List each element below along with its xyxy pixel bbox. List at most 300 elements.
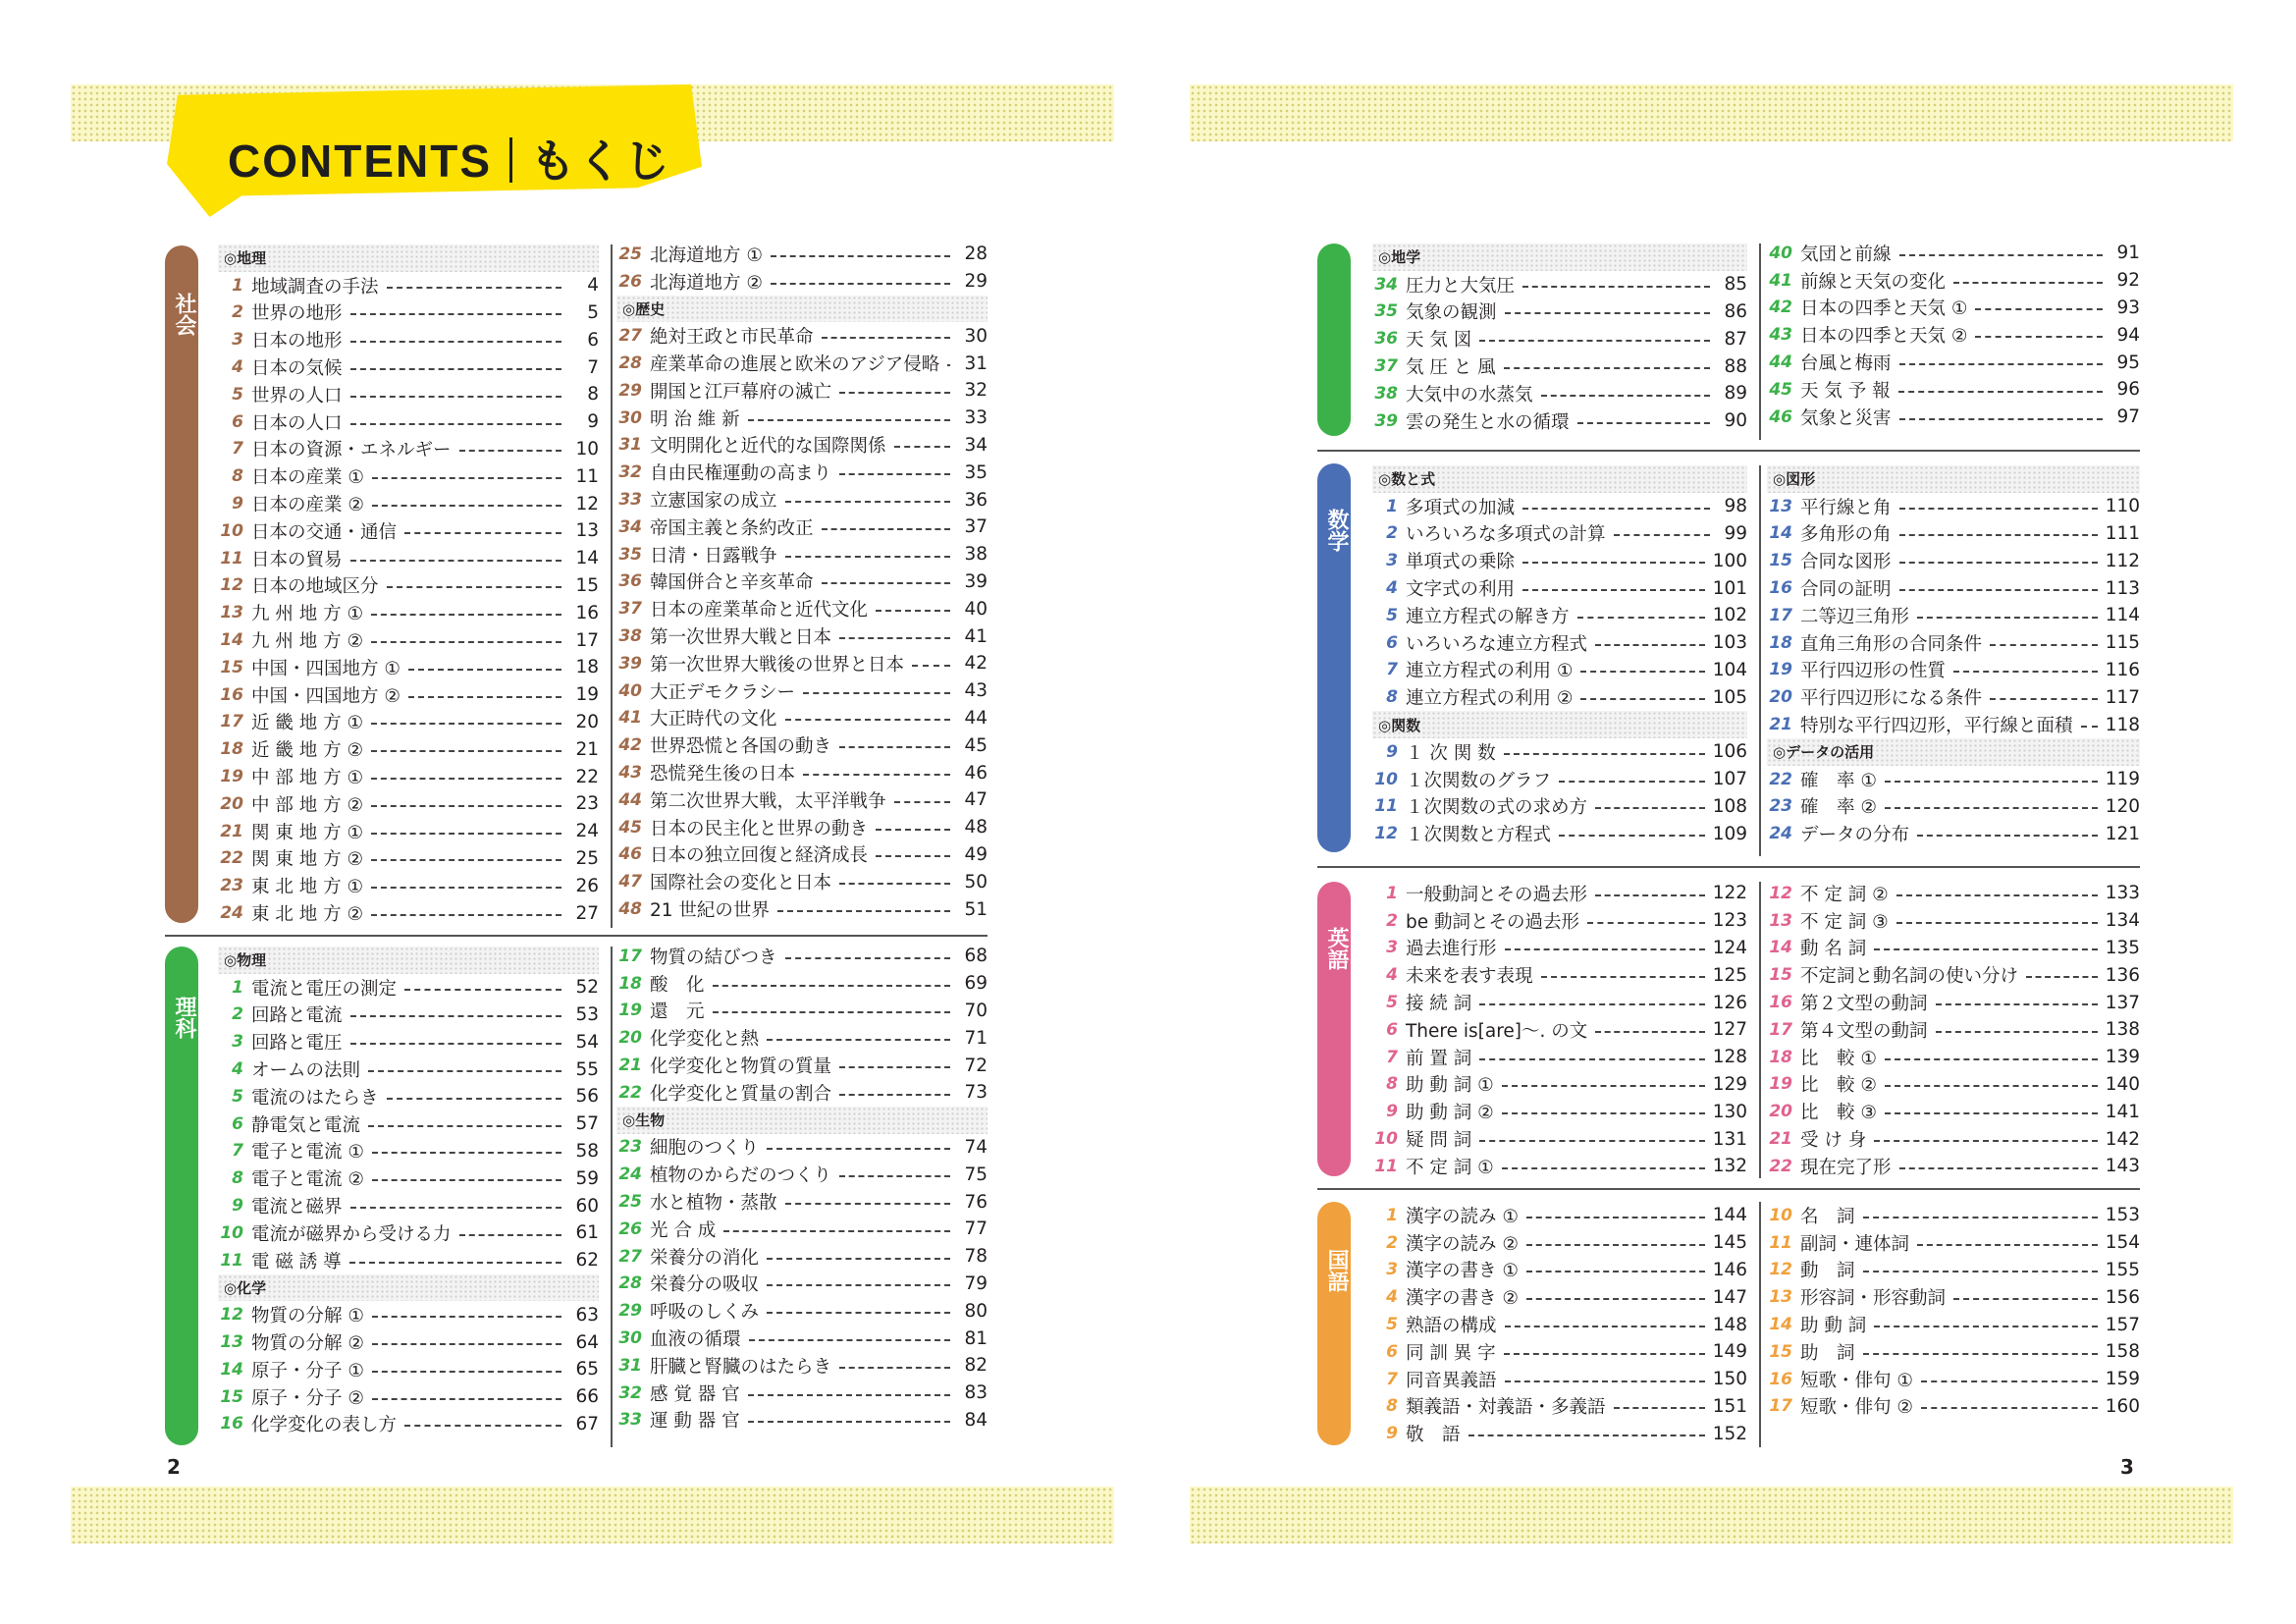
toc-entry[interactable] [616, 1079, 988, 1107]
entry-title: 平行線と角 [1800, 497, 1892, 518]
toc-entry[interactable] [1767, 880, 2140, 907]
toc-entry[interactable] [616, 350, 988, 377]
toc-entry[interactable] [218, 1164, 599, 1192]
entry-page: 61 [575, 1222, 599, 1244]
toc-entry[interactable] [616, 841, 988, 869]
toc-entry[interactable] [218, 1192, 599, 1219]
toc-entry[interactable] [218, 1356, 599, 1383]
entry-number: 11 [1769, 1232, 1792, 1253]
toc-entry[interactable] [1372, 820, 1747, 847]
toc-entry[interactable] [1767, 1125, 2140, 1153]
entry-title: 電子と電流 ② [251, 1169, 364, 1191]
toc-entry[interactable] [616, 432, 988, 460]
entry-page: 105 [1712, 686, 1747, 708]
entry-title: 東 北 地 方 ② [251, 904, 364, 926]
toc-entry[interactable] [616, 377, 988, 405]
dot-leader [1526, 1271, 1705, 1272]
dot-leader [1526, 1217, 1705, 1218]
dot-leader [1595, 894, 1705, 896]
dot-leader [822, 337, 950, 339]
entry-page: 113 [2105, 577, 2140, 599]
toc-entry[interactable] [1767, 295, 2140, 322]
toc-entry[interactable] [1372, 657, 1747, 684]
entry-number: 7 [1386, 660, 1398, 680]
toc-entry[interactable] [616, 731, 988, 759]
entry-number: 2 [1386, 523, 1398, 544]
toc-entry[interactable] [616, 1297, 988, 1325]
entry-title: 血液の循環 [650, 1329, 741, 1351]
entry-title: 肝臓と腎臓のはたらき [650, 1356, 832, 1378]
toc-entry[interactable] [616, 405, 988, 432]
toc-entry[interactable] [1372, 1125, 1747, 1153]
toc-entry[interactable] [1372, 1202, 1747, 1229]
entry-page: 96 [2116, 379, 2140, 401]
entry-title: 比 較 ① [1800, 1048, 1877, 1069]
toc-entry[interactable] [616, 459, 988, 486]
entry-page: 139 [2105, 1047, 2140, 1068]
dot-leader [822, 528, 950, 530]
entry-number: 10 [220, 520, 243, 541]
toc-entry[interactable] [616, 568, 988, 596]
toc-entry[interactable] [1372, 1153, 1747, 1180]
toc-entry[interactable] [616, 1134, 988, 1162]
toc-entry[interactable] [1372, 602, 1747, 629]
toc-entry[interactable] [616, 970, 988, 998]
toc-entry[interactable] [1767, 376, 2140, 404]
dot-leader [1917, 617, 2098, 619]
toc-entry[interactable] [1372, 1366, 1747, 1393]
entry-page: 65 [575, 1359, 599, 1380]
entry-page: 24 [575, 821, 599, 842]
toc-entry[interactable] [1767, 602, 2140, 629]
toc-entry[interactable] [218, 1138, 599, 1165]
dot-leader [1502, 1112, 1705, 1114]
entry-number: 10 [1374, 1129, 1398, 1150]
entry-title: 化学変化と物質の質量 [650, 1056, 832, 1078]
entry-page: 142 [2105, 1128, 2140, 1150]
toc-entry[interactable] [616, 1271, 988, 1298]
toc-entry[interactable] [1372, 1229, 1747, 1257]
toc-entry[interactable] [1767, 1366, 2140, 1393]
entry-page: 121 [2105, 823, 2140, 844]
toc-entry[interactable] [1767, 1098, 2140, 1125]
dot-leader [408, 696, 561, 698]
toc-entry[interactable] [1767, 1071, 2140, 1099]
entry-title: 前線と天気の変化 [1800, 271, 1947, 293]
toc-entry[interactable] [218, 626, 599, 654]
toc-entry[interactable] [616, 1052, 988, 1079]
toc-entry[interactable] [218, 1247, 599, 1274]
toc-entry[interactable] [616, 268, 988, 296]
toc-entry[interactable] [218, 1056, 599, 1083]
toc-entry[interactable] [1372, 738, 1747, 766]
entry-title: 産業革命の進展と欧米のアジア侵略 [650, 354, 940, 376]
toc-entry[interactable] [616, 943, 988, 970]
entry-title: 第二次世界大戦，太平洋戦争 [650, 790, 886, 812]
toc-entry[interactable] [1372, 1044, 1747, 1071]
toc-entry[interactable] [1372, 1311, 1747, 1338]
dot-leader [1885, 1058, 2098, 1060]
toc-entry[interactable] [616, 759, 988, 786]
toc-entry[interactable] [218, 599, 599, 626]
toc-entry[interactable] [218, 490, 599, 517]
toc-entry[interactable] [1767, 1229, 2140, 1257]
toc-entry[interactable] [1767, 907, 2140, 935]
science-col-3 [1372, 244, 1747, 435]
entry-page: 82 [964, 1355, 988, 1377]
entry-title: 不 定 詞 ③ [1800, 911, 1889, 933]
entry-page: 89 [1724, 383, 1747, 405]
toc-entry[interactable] [1767, 240, 2140, 267]
toc-entry[interactable] [218, 1028, 599, 1056]
toc-entry[interactable] [1767, 820, 2140, 847]
toc-entry[interactable] [616, 1188, 988, 1216]
toc-entry[interactable] [218, 763, 599, 790]
toc-entry[interactable] [1372, 352, 1747, 380]
entry-page: 116 [2105, 659, 2140, 680]
toc-entry[interactable] [1767, 1202, 2140, 1229]
entry-number: 23 [618, 1137, 642, 1158]
dot-leader [1896, 922, 2098, 924]
entry-title: 天 気 図 [1406, 330, 1472, 352]
entry-page: 133 [2105, 883, 2140, 904]
toc-entry[interactable] [616, 895, 988, 923]
entry-title: 不 定 詞 ② [1800, 884, 1889, 905]
toc-entry[interactable] [616, 650, 988, 677]
entry-title: 還 元 [650, 1001, 705, 1023]
toc-entry[interactable] [616, 541, 988, 568]
entry-title: 自由民権運動の高まり [650, 463, 832, 485]
toc-entry[interactable] [1372, 961, 1747, 989]
toc-entry[interactable] [1767, 321, 2140, 349]
dot-leader [1580, 671, 1704, 673]
entry-page: 48 [964, 817, 988, 839]
entry-title: 物質の分解 ① [251, 1306, 364, 1327]
toc-entry[interactable] [218, 1083, 599, 1110]
toc-entry[interactable] [218, 408, 599, 436]
entry-number: 30 [618, 407, 642, 428]
dot-leader [839, 1094, 950, 1096]
entry-number: 20 [1769, 1102, 1792, 1122]
toc-entry[interactable] [1372, 880, 1747, 907]
entry-number: 6 [1386, 632, 1398, 653]
entry-page: 148 [1712, 1314, 1747, 1335]
toc-entry[interactable] [1767, 766, 2140, 793]
entry-number: 23 [1769, 796, 1792, 817]
math-col-2 [1767, 465, 2140, 847]
entry-number: 38 [1374, 383, 1398, 404]
entry-title: 近 畿 地 方 ① [251, 713, 364, 734]
toc-entry[interactable] [218, 299, 599, 327]
entry-page: 110 [2105, 496, 2140, 517]
dot-leader [372, 1152, 561, 1154]
toc-entry[interactable] [1767, 547, 2140, 574]
toc-entry[interactable] [616, 1024, 988, 1052]
dot-leader [1885, 781, 2098, 783]
toc-entry[interactable] [616, 1161, 988, 1188]
toc-entry[interactable] [1372, 935, 1747, 962]
section-heading: ◎データの活用 [1767, 738, 2140, 766]
dot-leader [1899, 589, 2098, 591]
entry-page: 147 [1712, 1286, 1747, 1308]
entry-title: 日清・日露戦争 [650, 545, 777, 567]
toc-entry[interactable] [616, 1216, 988, 1243]
rule-english-japanese [1317, 1188, 2140, 1190]
toc-entry[interactable] [218, 1219, 599, 1247]
toc-entry[interactable] [616, 786, 988, 814]
toc-entry[interactable] [218, 462, 599, 490]
toc-entry[interactable] [1767, 1153, 2140, 1180]
toc-entry[interactable] [1372, 766, 1747, 793]
entry-number: 1 [1386, 496, 1398, 516]
toc-entry[interactable] [1767, 1257, 2140, 1284]
entry-title: 接 続 詞 [1406, 994, 1472, 1015]
entry-page: 145 [1712, 1232, 1747, 1254]
toc-entry[interactable] [218, 845, 599, 873]
toc-entry[interactable] [616, 1243, 988, 1271]
toc-entry[interactable] [616, 595, 988, 623]
toc-entry[interactable] [616, 486, 988, 514]
toc-entry[interactable] [1372, 380, 1747, 407]
toc-entry[interactable] [616, 998, 988, 1025]
toc-entry[interactable] [218, 818, 599, 845]
toc-entry[interactable] [1767, 657, 2140, 684]
toc-entry[interactable] [616, 1352, 988, 1380]
entry-number: 7 [232, 439, 243, 460]
dot-leader [749, 1339, 950, 1341]
toc-entry[interactable] [1767, 574, 2140, 602]
toc-entry[interactable] [616, 1380, 988, 1407]
entry-number: 4 [1386, 578, 1398, 599]
toc-entry[interactable] [1372, 1420, 1747, 1447]
entry-title: 二等辺三角形 [1800, 606, 1910, 627]
toc-entry[interactable] [218, 1411, 599, 1438]
toc-entry[interactable] [218, 1383, 599, 1411]
entry-page: 118 [2105, 714, 2140, 735]
toc-entry[interactable] [1372, 1016, 1747, 1044]
entry-page: 72 [964, 1055, 988, 1076]
toc-entry[interactable] [1767, 1311, 2140, 1338]
entry-title: 多項式の加減 [1406, 497, 1516, 518]
toc-entry[interactable] [616, 241, 988, 268]
toc-entry[interactable] [218, 1301, 599, 1328]
entry-title: 漢字の読み ① [1406, 1206, 1519, 1227]
toc-entry[interactable] [218, 899, 599, 927]
toc-entry[interactable] [218, 326, 599, 353]
entry-number: 14 [1769, 1315, 1792, 1335]
dot-leader [1899, 418, 2103, 420]
social-col-2 [616, 241, 988, 923]
dot-leader [2026, 976, 2098, 978]
toc-entry[interactable] [1372, 629, 1747, 657]
entry-title: 日本の貿易 [251, 549, 343, 570]
entry-page: 42 [964, 653, 988, 675]
toc-entry[interactable] [1372, 520, 1747, 548]
toc-entry[interactable] [218, 353, 599, 381]
toc-entry[interactable] [1767, 961, 2140, 989]
entry-title: 物質の結びつき [650, 947, 777, 968]
entry-page: 35 [964, 461, 988, 483]
toc-entry[interactable] [1372, 1257, 1747, 1284]
entry-title: 世界の人口 [251, 385, 343, 406]
entry-number: 11 [1374, 1156, 1398, 1176]
entry-page: 13 [575, 520, 599, 542]
toc-entry[interactable] [1767, 1044, 2140, 1071]
toc-entry[interactable] [616, 1407, 988, 1435]
science-col-1 [218, 947, 599, 1437]
toc-entry[interactable] [1372, 683, 1747, 711]
dot-leader [748, 419, 950, 421]
toc-entry[interactable] [1767, 935, 2140, 962]
toc-entry[interactable] [1767, 267, 2140, 295]
entry-title: 過去進行形 [1406, 939, 1497, 960]
toc-entry[interactable] [616, 322, 988, 350]
entry-page: 115 [2105, 632, 2140, 654]
entry-number: 4 [1386, 1287, 1398, 1308]
toc-entry[interactable] [218, 872, 599, 899]
toc-entry[interactable] [1767, 1393, 2140, 1421]
dot-leader [372, 1398, 561, 1400]
dot-leader [767, 1039, 950, 1041]
entry-title: 確 率 ② [1800, 797, 1877, 819]
dot-leader [876, 829, 950, 831]
entry-title: 世界の地形 [251, 303, 343, 325]
toc-entry[interactable] [1767, 404, 2140, 431]
entry-number: 24 [220, 903, 243, 924]
toc-entry[interactable] [218, 517, 599, 545]
toc-entry[interactable] [1372, 1283, 1747, 1311]
entry-page: 112 [2105, 550, 2140, 571]
entry-page: 152 [1712, 1423, 1747, 1444]
entry-page: 68 [964, 946, 988, 967]
divider-science [611, 947, 613, 1447]
dot-leader [350, 368, 561, 370]
toc-entry[interactable] [1767, 493, 2140, 520]
entry-title: 九 州 地 方 ② [251, 631, 364, 653]
toc-entry[interactable] [1767, 349, 2140, 376]
entry-number: 16 [220, 1414, 243, 1435]
toc-entry[interactable] [1767, 1338, 2140, 1366]
dot-leader [404, 532, 561, 534]
toc-entry[interactable] [616, 814, 988, 841]
science-col-4 [1767, 240, 2140, 431]
dot-leader [1541, 395, 1710, 397]
toc-entry[interactable] [1372, 989, 1747, 1016]
dot-leader [1899, 254, 2103, 256]
toc-entry[interactable] [218, 654, 599, 681]
toc-entry[interactable] [1372, 325, 1747, 352]
dot-leader [1577, 617, 1705, 619]
entry-page: 84 [964, 1409, 988, 1431]
dot-leader [371, 614, 561, 616]
toc-entry[interactable] [218, 1110, 599, 1138]
entry-page: 135 [2105, 937, 2140, 958]
toc-entry[interactable] [1372, 547, 1747, 574]
toc-entry[interactable] [218, 545, 599, 572]
toc-entry[interactable] [218, 709, 599, 736]
toc-entry[interactable] [218, 436, 599, 463]
toc-entry[interactable] [218, 572, 599, 600]
dot-leader [713, 985, 950, 987]
entry-page: 71 [964, 1027, 988, 1049]
entry-page: 158 [2105, 1341, 2140, 1363]
entry-number: 42 [618, 735, 642, 756]
dot-leader [1990, 644, 2098, 646]
entry-title: 同 訓 異 字 [1406, 1342, 1496, 1364]
entry-title: オームの法則 [251, 1060, 361, 1082]
entry-page: 50 [964, 871, 988, 893]
entry-title: 単項式の乗除 [1406, 552, 1516, 573]
toc-entry[interactable] [218, 681, 599, 709]
toc-entry[interactable] [218, 381, 599, 408]
toc-entry[interactable] [1767, 793, 2140, 821]
toc-entry[interactable] [616, 623, 988, 650]
entry-number: 4 [232, 357, 243, 378]
entry-title: 運 動 器 官 [650, 1411, 740, 1433]
entry-title: 東 北 地 方 ① [251, 877, 364, 898]
toc-entry[interactable] [1767, 711, 2140, 738]
toc-entry[interactable] [1372, 1071, 1747, 1099]
toc-entry[interactable] [218, 790, 599, 818]
entry-title: 漢字の読み ② [1406, 1233, 1519, 1255]
toc-entry[interactable] [1372, 407, 1747, 435]
toc-entry[interactable] [218, 1001, 599, 1029]
toc-entry[interactable] [1372, 907, 1747, 935]
toc-entry[interactable] [1372, 493, 1747, 520]
entry-number: 5 [1386, 1315, 1398, 1335]
toc-entry[interactable] [1372, 1393, 1747, 1421]
entry-page: 160 [2105, 1395, 2140, 1417]
toc-entry[interactable] [1767, 1016, 2140, 1044]
toc-entry[interactable] [616, 868, 988, 895]
entry-title: 合同な図形 [1800, 552, 1892, 573]
toc-entry[interactable] [218, 974, 599, 1001]
entry-title: 助 動 詞 ② [1406, 1103, 1494, 1124]
entry-title: 第２文型の動詞 [1800, 994, 1928, 1015]
entry-title: 日本の産業 ② [251, 495, 364, 516]
toc-entry[interactable] [616, 1325, 988, 1352]
entry-title: 電 磁 誘 導 [251, 1251, 342, 1272]
entry-number: 8 [232, 1168, 243, 1189]
entry-number: 16 [1769, 993, 1792, 1013]
toc-entry[interactable] [1767, 989, 2140, 1016]
toc-entry[interactable] [1372, 298, 1747, 326]
toc-entry[interactable] [1372, 271, 1747, 298]
toc-entry[interactable] [218, 735, 599, 763]
entry-title: 助 動 詞 [1800, 1316, 1867, 1337]
toc-entry[interactable] [1767, 520, 2140, 548]
toc-entry[interactable] [1767, 683, 2140, 711]
toc-entry[interactable] [616, 677, 988, 705]
dot-leader [839, 746, 950, 748]
toc-entry[interactable] [1372, 574, 1747, 602]
toc-entry[interactable] [1372, 1098, 1747, 1125]
toc-entry[interactable] [1767, 629, 2140, 657]
entry-title: 受 け 身 [1800, 1130, 1867, 1152]
toc-entry[interactable] [218, 272, 599, 299]
toc-entry[interactable] [1372, 1338, 1747, 1366]
dot-leader [1899, 363, 2103, 365]
entry-page: 94 [2116, 324, 2140, 346]
toc-entry[interactable] [616, 705, 988, 732]
toc-entry[interactable] [1767, 1283, 2140, 1311]
entry-page: 40 [964, 598, 988, 620]
toc-entry[interactable] [218, 1328, 599, 1356]
entry-page: 17 [575, 629, 599, 651]
toc-entry[interactable] [1372, 793, 1747, 821]
entry-title: 栄養分の吸収 [650, 1274, 760, 1296]
toc-entry[interactable] [616, 514, 988, 541]
